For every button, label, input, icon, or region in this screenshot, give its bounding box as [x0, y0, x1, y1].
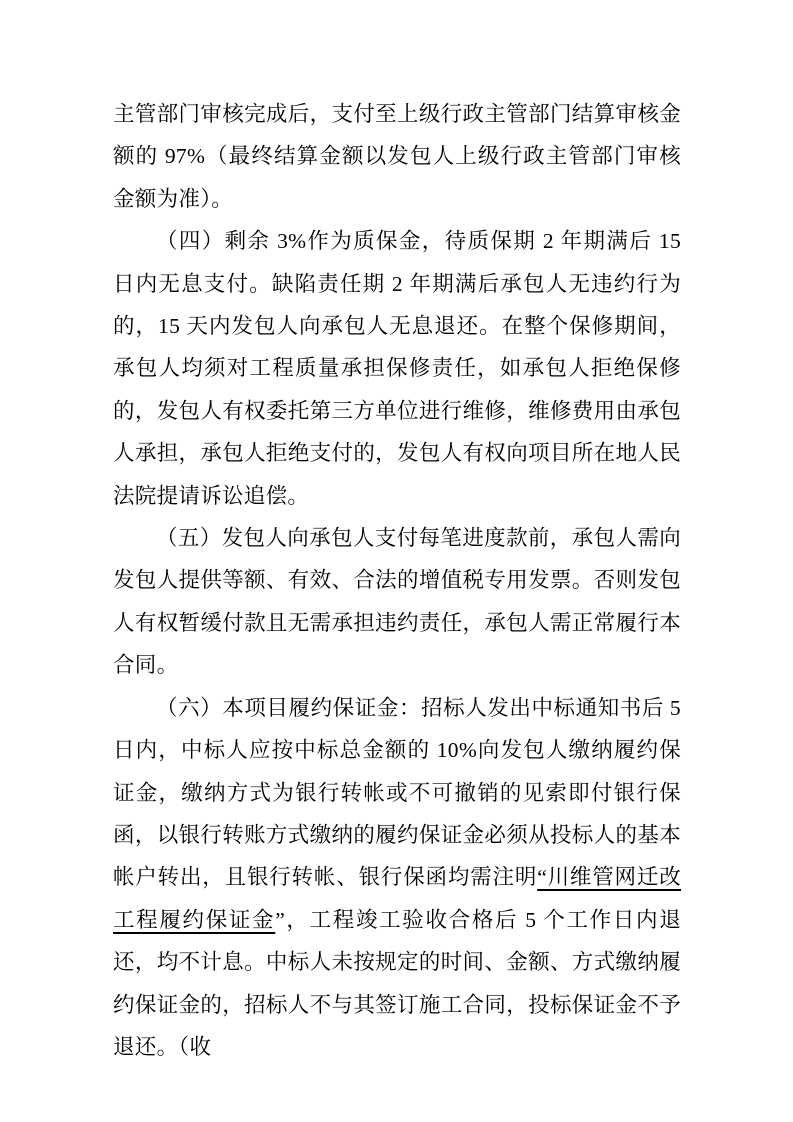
paragraph-clause-4-quality-retention: （四）剩余 3%作为质保金，待质保期 2 年期满后 15 日内无息支付。缺陷责任期 2 年期满后承包人无违约行为的，15 天内发包人向承包人无息退还。在整个保修期间，承包人均须对工程质量承担保修责任，如承包人拒绝保修的，发包人有权委托第三方单位进行维修，维修费用由承包人承担，承包人拒绝支付的，发包人有权向项目所在地人民法院提请诉讼追偿。: [113, 229, 681, 508]
paragraph-settlement-continuation: 主管部门审核完成后，支付至上级行政主管部门结算审核金额的 97%（最终结算金额以发包人上级行政主管部门审核金额为准）。: [113, 102, 681, 211]
paragraph-clause-6-performance-bond: [113, 687, 681, 1069]
clause-6-text-after-underline: ”，工程竣工验收合格后 5 个工作日内退还，均不计息。中标人未按规定的时间、金额、方式缴纳履约保证金的，招标人不与其签订施工合同，投标保证金不予退还。（收: [113, 907, 681, 1059]
paragraph-clause-5-vat-invoice: （五）发包人向承包人支付每笔进度款前，承包人需向发包人提供等额、有效、合法的增值税专用发票。否则发包人有权暂缓付款且无需承担违约责任，承包人需正常履行本合同。: [113, 526, 681, 678]
underlined-project-bond-name: “川维管网迁改工程履约保证金: [113, 865, 682, 932]
clause-6-text-before-underline: （六）本项目履约保证金：招标人发出中标通知书后 5 日内，中标人应按中标总金额的 10%向发包人缴纳履约保证金，缴纳方式为银行转帐或不可撤销的见索即付银行保函，以银行转账方式缴纳的履约保证金必须从投标人的基本帐户转出，且银行转帐、银行保函均需注明: [113, 695, 681, 890]
